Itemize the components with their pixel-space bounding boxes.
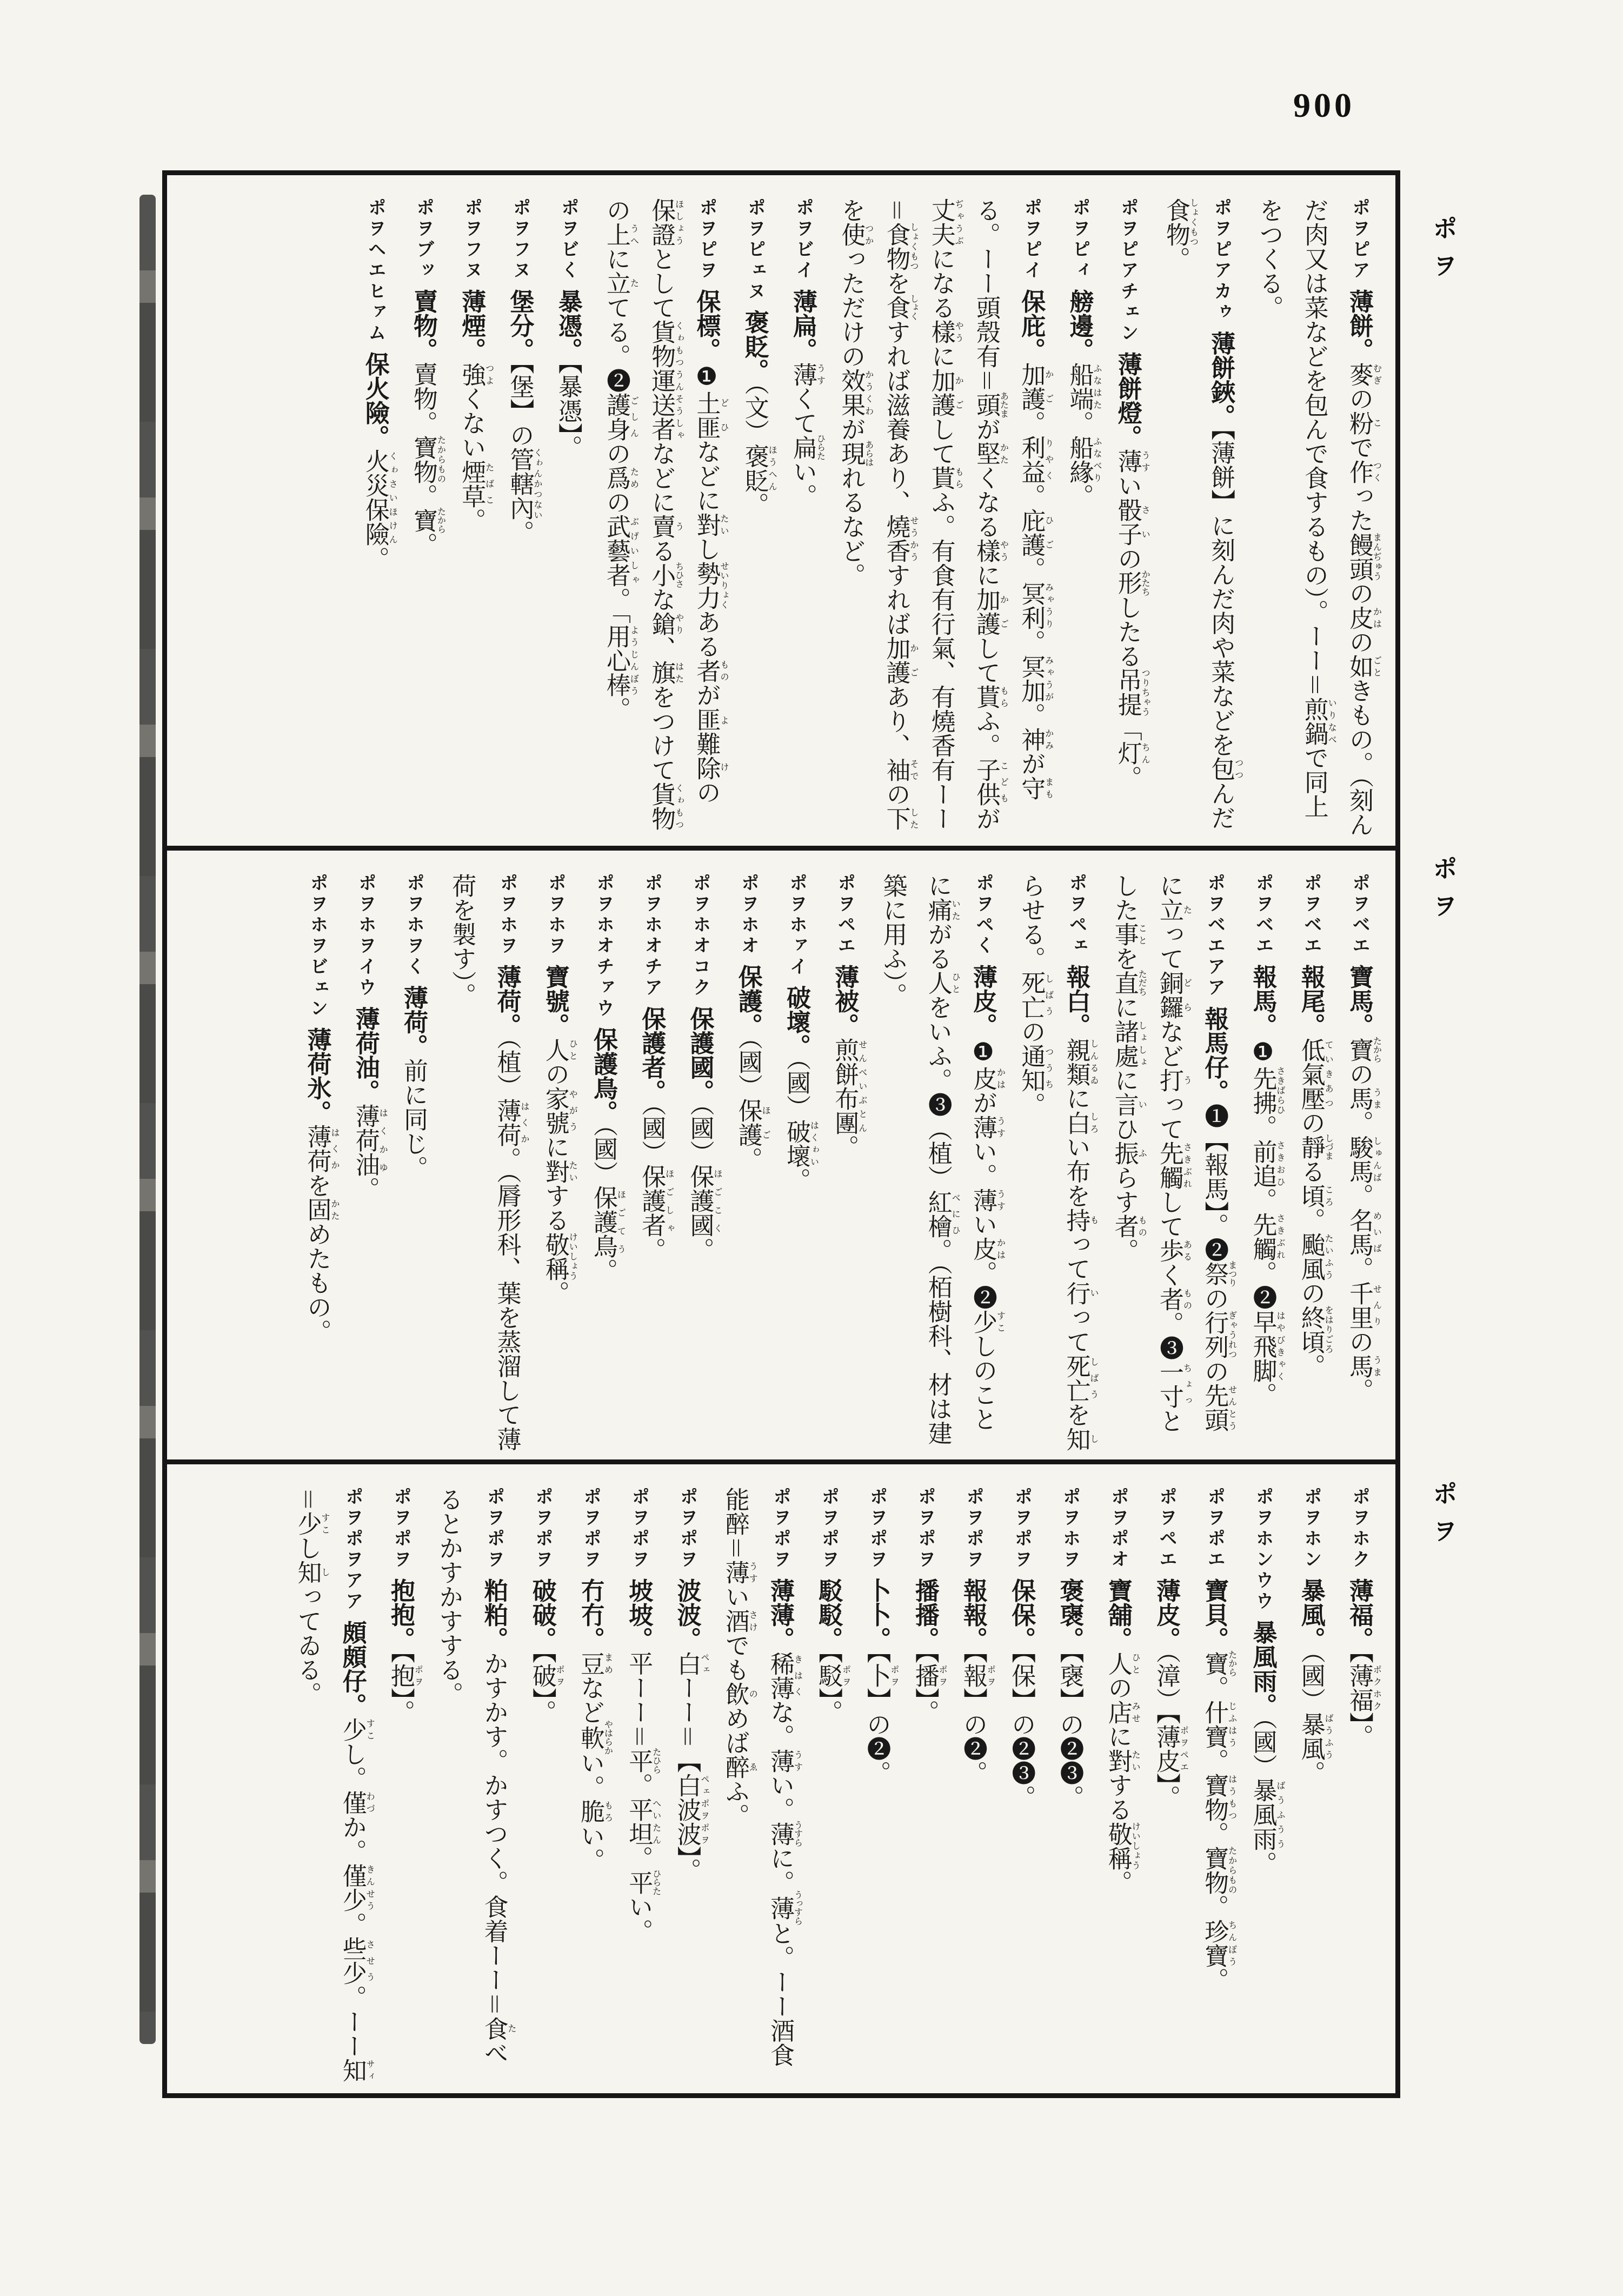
dictionary-entry — [1047, 1487, 1092, 2086]
dictionary-entry — [1105, 198, 1150, 838]
entry-definition: ❶皮かはが薄うすい。薄うすい皮かは。❷少すこしのことに痛いたがる人ひとをいふ。❸（植）紅檜べにひ。（栢樹科、材は建築に用ふ）。 — [879, 873, 1005, 1445]
entry-definition: （植）薄荷はくか。（脣形科、葉を蒸溜して薄荷を製す）。 — [448, 873, 529, 1451]
entry-definition: 【播ポヲ】。 — [911, 1651, 947, 1724]
dictionary-entry — [1288, 873, 1333, 1452]
dictionary-entry — [546, 198, 590, 838]
entry-definition: 【薄福ポクホク】。 — [1346, 1651, 1381, 1749]
entry-headword: 卜卜。 — [863, 1578, 890, 1651]
entry-headword: 抱抱。 — [387, 1578, 414, 1651]
entry-definition: かすかす。かすつく。食着ーー＝食たべるとかすかすする。 — [435, 1487, 516, 2065]
dictionary-entry — [401, 198, 445, 838]
entry-definition: 豆まめなど軟やはらかい。脆もろい。 — [577, 1651, 613, 1873]
entry-definition: 【報ポヲ】の❷。 — [960, 1651, 995, 1786]
dictionary-entry — [616, 1487, 661, 2086]
entry-definition: 【堡】の管轄內くゎんかつない。 — [506, 362, 542, 545]
entry-definition: 平ーー＝平たひら。平坦へいたん。平ひらたい。 — [625, 1651, 661, 1943]
entry-definition: 【薄餅】に刻んだ肉や菜などを包つつんだ食物しょくもつ。 — [1162, 198, 1243, 830]
entry-kana-reading: ポヲポヲ — [484, 1487, 504, 1571]
entry-headword: 破壞。 — [783, 985, 810, 1059]
entry-headword: 報馬仔。 — [1201, 1006, 1228, 1104]
dictionary-entry — [439, 873, 529, 1452]
entry-kana-reading: ポヲポヲ — [1012, 1487, 1032, 1571]
entry-definition: 【暴憑】。 — [554, 362, 582, 460]
entry-definition: 白ペェーー＝【白波波ペェポヲポヲ】。 — [673, 1651, 709, 1883]
entry-kana-reading: ポヲホヲ — [1060, 1487, 1080, 1571]
entry-headword: 粕粕。 — [480, 1578, 508, 1651]
dictionary-entry — [497, 198, 542, 838]
entry-definition: （文）褒貶ほうへん。 — [741, 383, 777, 517]
entry-kana-reading: ポヲホンウウ — [1253, 1487, 1273, 1612]
entry-definition: 寶たから。什寶じふはう。寶物はうもつ。寶物たからもの。珍寶ちんぽう。 — [1201, 1650, 1237, 1992]
entry-definition: ❶土匪どひなどに對たいし勢力せいりょくある者ものが匪難除よけの保證ほしょうとして貨物運送者くゎもつうんそうしゃなどに賣うる小ちひさな鎗やり、旗はたをつけて貨物くゎもつの上うへに立たてる。❷護身ごしんの爲ための武藝者ぶげいしゃ。「用心棒ようじんぼう。 — [603, 198, 729, 831]
entry-definition: 【抱ポヲ】。 — [387, 1651, 423, 1724]
dictionary-entry — [1288, 1487, 1333, 2086]
entry-headword: 薄餅。 — [1346, 289, 1373, 362]
entry-headword: 報報。 — [960, 1578, 987, 1651]
entry-kana-reading: ポヲポオ — [1108, 1487, 1128, 1571]
entry-definition: 煎餅布團せんべいぶとん。 — [831, 1037, 867, 1159]
dictionary-entry — [520, 1487, 564, 2086]
entry-definition: 火災保險くゎさいほけん。 — [361, 449, 397, 571]
binding-shadow — [139, 195, 156, 2044]
entry-headword: 薄荷油。 — [351, 1006, 379, 1104]
entry-definition: 薄荷油はくかゆ。 — [351, 1103, 388, 1201]
dictionary-entry — [1008, 873, 1099, 1452]
entry-definition: 【襃】の❷❸。 — [1056, 1651, 1083, 1810]
entry-definition: 薄うすい骰子さいの形かたちしたる吊提つりちゃう「灯ちん。 — [1114, 449, 1150, 790]
entry-definition: （漳）【薄皮ポヲペエ】。 — [1153, 1651, 1188, 1810]
entry-kana-reading: ポヲホク — [1349, 1487, 1369, 1571]
entry-kana-reading: ポヲポヲ — [867, 1487, 887, 1571]
dictionary-entry — [713, 1487, 803, 2086]
entry-headword: 薄福。 — [1346, 1578, 1373, 1651]
entry-headword: 褒襃。 — [1056, 1578, 1083, 1651]
dictionary-entry — [664, 1487, 709, 2086]
content-frame — [162, 170, 1400, 2098]
entry-kana-reading: ポヲホオ — [738, 873, 759, 957]
entry-definition: （國）暴風雨ばうふうう。 — [1249, 1717, 1285, 1876]
dictionary-entry — [352, 198, 397, 838]
entry-headword: 保保。 — [1008, 1578, 1035, 1651]
entry-kana-reading: ポヲピェヌ — [744, 198, 765, 303]
dictionary-entry — [568, 1487, 613, 2086]
entry-definition: ❶先拂さきばらひ。前追さきおひ。先觸さきぶれ。❷早飛脚はやびきゃく。 — [1249, 1037, 1285, 1407]
entry-kana-reading: ポヲピアチェン — [1118, 198, 1138, 344]
entry-definition: 人ひとの店みせに對たいする敬稱けいしょう。 — [1104, 1651, 1140, 1895]
entry-kana-reading: ポヲホオチァウ — [594, 873, 614, 1020]
dictionary-entry — [294, 873, 339, 1452]
entry-kana-reading: ポヲホヲイウ — [355, 873, 376, 999]
entry-headword: 薄餅燈。 — [1114, 351, 1141, 449]
entry-headword: 保火險。 — [361, 351, 389, 449]
entry-kana-reading: ポヲポヲ — [629, 1487, 649, 1571]
entry-definition: 稀薄きはくな。薄うすい。薄うすらに。薄うっすらと。ーー酒食能醉＝薄うすい酒さけでも飲のめば醉ゑふ。 — [721, 1487, 802, 2067]
dictionary-entry — [284, 1487, 375, 2086]
entry-headword: 寶舖。 — [1104, 1578, 1132, 1651]
dictionary-entry — [1056, 198, 1101, 838]
dictionary-entry — [533, 873, 577, 1452]
entry-kana-reading: ポヲベエ — [1253, 873, 1273, 957]
entry-headword: 保護者。 — [638, 1006, 666, 1104]
entry-definition: （國）保護國ほごこく。 — [686, 1103, 722, 1262]
entry-definition: 賣物。寶物たからもの。寶たから。 — [410, 362, 445, 557]
dictionary-entry — [677, 873, 722, 1452]
entry-headword: 堡分。 — [506, 289, 534, 362]
entry-kana-reading: ポヲポヲ — [677, 1487, 697, 1571]
entry-kana-reading: ポヲビく — [558, 198, 578, 282]
entry-definition: 強つよくない煙草たばこ。 — [458, 362, 494, 533]
dictionary-entry — [1143, 1487, 1188, 2086]
entry-definition: （國）保護鳥ほごてう。 — [590, 1124, 626, 1283]
entry-headword: 薄皮。 — [969, 964, 996, 1038]
entry-kana-reading: ポヲピイ — [1021, 198, 1042, 282]
dictionary-entry — [581, 873, 626, 1452]
entry-headword: 寶號。 — [541, 964, 569, 1038]
entry-kana-reading: ポヲホオコク — [690, 873, 710, 999]
dictionary-entry — [1095, 1487, 1140, 2086]
entry-headword: 薄被。 — [831, 964, 859, 1038]
entry-headword: 保庇。 — [1017, 289, 1045, 362]
entry-definition: 寶たからの馬うま。駿馬しゅんば。名馬めいば。千里せんりの馬うま。 — [1346, 1036, 1381, 1403]
entry-headword: 寶馬。 — [1346, 964, 1373, 1038]
entry-headword: 暴風雨。 — [1249, 1620, 1276, 1717]
dictionary-entry — [1246, 198, 1381, 838]
dictionary-entry — [950, 1487, 995, 2086]
entry-headword: 保護。 — [734, 964, 762, 1038]
entry-kana-reading: ポヲポヲ — [581, 1487, 601, 1571]
entry-kana-reading: ポヲポヲ — [391, 1487, 411, 1571]
entry-definition: 薄荷はくかを固かためたもの。 — [303, 1124, 340, 1344]
dictionary-entry — [1240, 873, 1285, 1452]
dictionary-entry — [449, 198, 494, 838]
entry-definition: 少すこし。僅わづか。僅少きんせう。些少させう。ーー知サィ＝少すこし知しってゐる。 — [294, 1487, 375, 2082]
entry-headword: 波波。 — [673, 1578, 701, 1651]
entry-headword: 薄荷。 — [400, 985, 427, 1059]
entry-definition: ❶【報馬】。❷祭まつりの行列ぎゃうれつの先頭せんとうに立たって銅鑼どらなど打うって先觸さきぶれして歩あるく者もの。❸一寸ちょっとした事ことを直ただちに諸處しょしょに言いひ振ふらす者もの。 — [1110, 873, 1237, 1433]
entry-kana-reading: ポヲベエ — [1349, 873, 1369, 957]
entry-kana-reading: ポヲホヲ — [497, 873, 517, 957]
entry-definition: 薄うすくて扁ひらたい。 — [789, 362, 825, 508]
entry-headword: 賣物。 — [410, 289, 437, 362]
dictionary-entry — [828, 198, 1053, 838]
entry-definition: （國）保護ほご。 — [734, 1037, 770, 1172]
entry-definition: 船端ふなはた。船緣ふなべり。 — [1066, 362, 1102, 508]
entry-kana-reading: ポヲポヲ — [963, 1487, 983, 1571]
entry-kana-reading: ポヲポヲアア — [342, 1487, 363, 1612]
entry-kana-reading: ポヲホン — [1301, 1487, 1321, 1571]
entry-kana-reading: ポヲピヲ — [696, 198, 717, 282]
entry-definition: 人ひとの家號やがうに對たいする敬稱けいしょう。 — [541, 1037, 577, 1305]
dictionary-entry — [378, 1487, 423, 2086]
dictionary-entry — [426, 1487, 516, 2086]
dictionary-entry — [870, 873, 1005, 1452]
entry-kana-reading: ポヲフヌ — [510, 198, 530, 282]
entry-kana-reading: ポヲポヲ — [770, 1487, 790, 1571]
dictionary-entry — [1153, 198, 1243, 838]
entry-headword: 坡坡。 — [625, 1578, 653, 1651]
entry-kana-reading: ポヲポヲ — [915, 1487, 935, 1571]
entry-kana-reading: ポヲホヲく — [404, 873, 424, 978]
entry-headword: 薄扁。 — [789, 289, 816, 362]
entry-kana-reading: ポヲピア — [1349, 198, 1369, 282]
entry-definition: 前に同じ。 — [400, 1058, 427, 1180]
dictionary-entry — [1240, 1487, 1285, 2086]
dictionary-entry — [726, 873, 770, 1452]
page-number: 900 — [1293, 86, 1355, 124]
entry-headword: 頗頗仔。 — [338, 1620, 366, 1717]
entry-kana-reading: ポヲヘエヒァム — [365, 198, 385, 344]
entry-headword: 薄餅鋏。 — [1207, 330, 1235, 428]
dictionary-entry — [774, 873, 819, 1452]
entry-kana-reading: ポヲペエ — [1156, 1487, 1176, 1571]
margin-guide-label: ポヲ — [1429, 1481, 1457, 1555]
entry-definition: 【破ポヲ】。 — [528, 1651, 564, 1724]
entry-kana-reading: ポヲペエ — [835, 873, 855, 957]
dictionary-entry — [854, 1487, 899, 2086]
entry-definition: 親類しんるゐに白しろい布を持もって行いって死亡しばうを知しらせる。死亡しばうの通知つうち。 — [1017, 873, 1099, 1451]
entry-headword: 薄荷。 — [493, 964, 521, 1038]
entry-kana-reading: ポヲピィ — [1069, 198, 1090, 282]
entry-definition: 加護かご。利益りやく。庇護ひご。冥利みゃうり。冥加みゃうが。神かみが守まもる。ーー頭殼有＝頭あたまが堅かたくなる樣やうに加護かごして貰もらふ。子供こどもが丈夫ぢゃうぶになる樣やうに加護かごして貰もらふ。有食有行氣、有燒香有ーー＝食物しょくもつを食しょくすれば滋養あり、燒香せうかうすれば加護かごあり、袖そでの下したを使つかっただけの效果かうくわが現あらはれるなど。 — [837, 198, 1054, 831]
entry-headword: 冇冇。 — [577, 1578, 604, 1651]
entry-headword: 暴憑。 — [554, 289, 582, 362]
dictionary-entry — [732, 198, 777, 838]
dictionary-entry — [780, 198, 825, 838]
entry-kana-reading: ポヲポヲ — [532, 1487, 553, 1571]
dictionary-entry — [1192, 1487, 1236, 2086]
entry-headword: 報尾。 — [1297, 964, 1325, 1038]
section-bottom — [167, 1464, 1395, 2093]
entry-headword: 保標。 — [693, 289, 720, 362]
entry-kana-reading: ポヲベエアア — [1205, 873, 1225, 999]
entry-headword: 報馬。 — [1249, 964, 1276, 1038]
dictionary-entry — [391, 873, 436, 1452]
entry-kana-reading: ポヲペェ — [1066, 873, 1087, 957]
entry-headword: 寶貝。 — [1201, 1578, 1228, 1651]
entry-headword: 保護鳥。 — [590, 1027, 617, 1125]
entry-kana-reading: ポヲペく — [973, 873, 993, 957]
section-middle — [167, 851, 1395, 1459]
entry-headword: 播播。 — [911, 1578, 939, 1651]
dictionary-entry — [594, 198, 729, 838]
entry-headword: 艕邊。 — [1066, 289, 1093, 362]
entry-definition: 低氣壓ていきあつの靜しづまる頃ころ。颱風たいふうの終頃をはりごろ。 — [1297, 1037, 1333, 1378]
entry-kana-reading: ポヲホァイ — [787, 873, 807, 978]
entry-kana-reading: ポヲポヲ — [819, 1487, 839, 1571]
entry-headword: 暴風。 — [1297, 1578, 1325, 1651]
entry-kana-reading: ポヲベエ — [1301, 873, 1321, 957]
entry-kana-reading: ポヲポエ — [1205, 1487, 1225, 1571]
entry-headword: 薄薄。 — [767, 1578, 794, 1651]
margin-guide-label: ポヲ — [1429, 215, 1457, 290]
dictionary-entry — [822, 873, 867, 1452]
entry-kana-reading: ポヲホヲビェン — [307, 873, 328, 1020]
entry-headword: 薄皮。 — [1153, 1578, 1180, 1651]
section-top — [167, 175, 1395, 846]
section-divider — [167, 1459, 1395, 1464]
margin-guide-label: ポヲ — [1429, 855, 1457, 930]
entry-kana-reading: ポヲホオチア — [642, 873, 662, 999]
entry-definition: （國）保護者ほごしゃ。 — [638, 1103, 674, 1262]
entry-kana-reading: ポヲピアカゥ — [1211, 198, 1232, 323]
entry-definition: 【保】の❷❸。 — [1008, 1651, 1035, 1810]
dictionary-entry — [902, 1487, 947, 2086]
entry-headword: 薄荷氷。 — [303, 1027, 331, 1125]
entry-headword: 破破。 — [528, 1578, 556, 1651]
entry-definition: （國）破壞はくゎい。 — [783, 1058, 819, 1192]
dictionary-entry — [629, 873, 674, 1452]
entry-kana-reading: ポヲフヌ — [462, 198, 482, 282]
entry-headword: 駁駁。 — [815, 1578, 842, 1651]
entry-definition: 【卜ポヲ】の❷。 — [863, 1651, 899, 1786]
entry-headword: 保護國。 — [686, 1006, 714, 1104]
dictionary-entry — [343, 873, 388, 1452]
dictionary-entry — [806, 1487, 850, 2086]
entry-kana-reading: ポヲホヲ — [545, 873, 566, 957]
entry-kana-reading: ポヲブッ — [414, 198, 434, 282]
entry-headword: 褒貶。 — [741, 310, 768, 383]
entry-headword: 報白。 — [1062, 964, 1090, 1038]
section-divider — [167, 846, 1395, 851]
dictionary-entry — [1102, 873, 1237, 1452]
entry-definition: 【駁ポヲ】。 — [815, 1651, 851, 1724]
dictionary-entry — [1336, 873, 1381, 1452]
dictionary-entry — [999, 1487, 1043, 2086]
entry-kana-reading: ポヲビイ — [793, 198, 813, 282]
entry-definition: （國）暴風ばうふう。 — [1297, 1651, 1333, 1786]
entry-headword: 薄煙。 — [458, 289, 485, 362]
entry-definition: 麥むぎの粉こで作つくった饅頭まんぢゅうの皮かはの如ごときもの。（刻んだ肉又は菜などを包んで食するもの）。ーー＝煎鍋いりなべで同上をつくる。 — [1255, 198, 1381, 837]
dictionary-entry — [1336, 1487, 1381, 2086]
